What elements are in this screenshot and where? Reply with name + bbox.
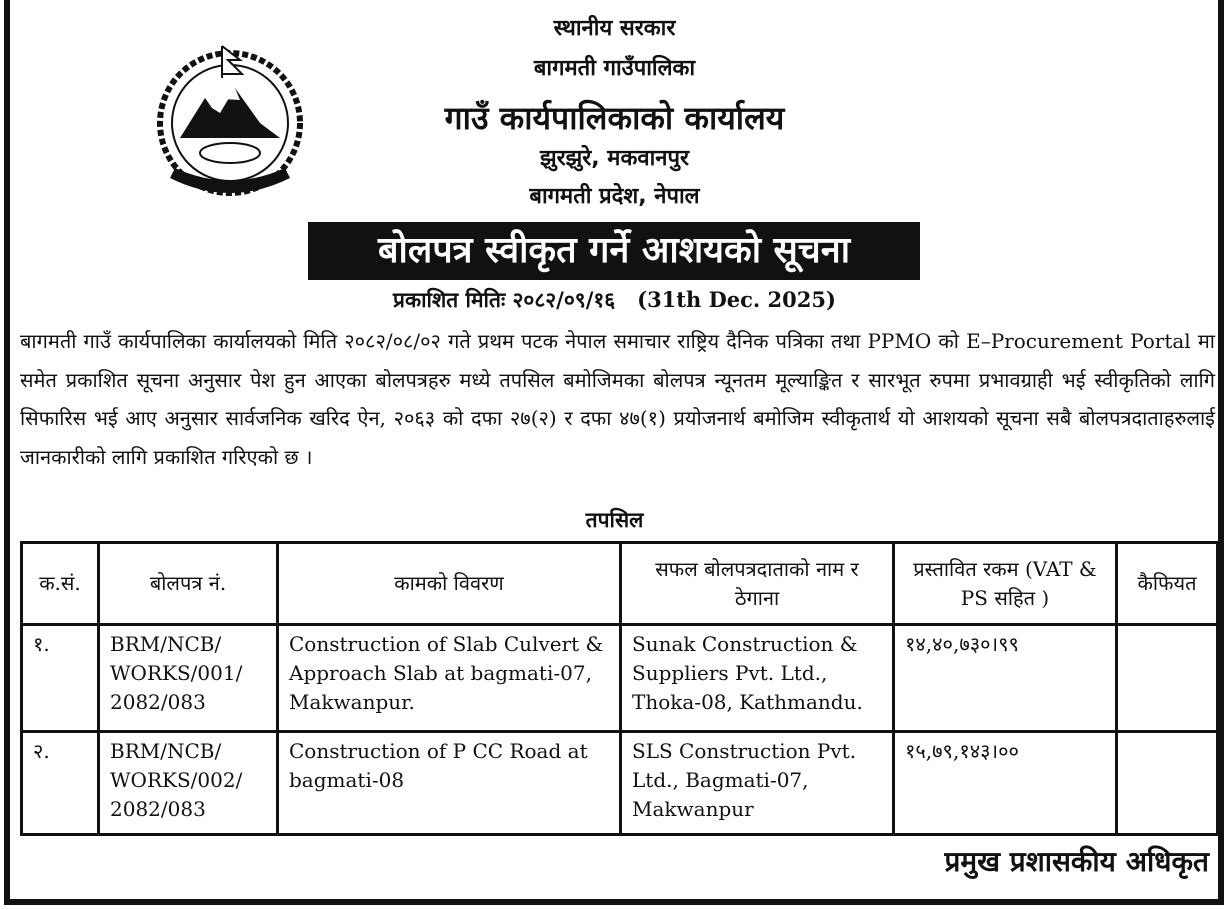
cell-description: Construction of Slab Culvert & Approach Slab at bagmati-07, Makwanpur. — [278, 625, 621, 732]
cell-remarks — [1117, 625, 1218, 732]
col-bidder: सफल बोलपत्रदाताको नाम र ठेगाना — [621, 543, 894, 625]
cell-description: Construction of P CC Road at bagmati-08 — [278, 732, 621, 835]
header-municipality: बागमती गाउँपालिका — [533, 56, 696, 81]
table-row — [22, 625, 1218, 732]
published-date: प्रकाशित मितिः २०८२/०९/१६ (31th Dec. 2025) — [393, 287, 836, 312]
cell-sn: २. — [22, 732, 99, 835]
cell-remarks — [1117, 732, 1218, 835]
cell-bidder: Sunak Construction & Suppliers Pvt. Ltd., Thoka-08, Kathmandu. — [621, 625, 894, 732]
award-table — [20, 541, 1219, 836]
col-bid-no: बोलपत्र नं. — [99, 543, 278, 625]
header-office: गाउँ कार्यपालिकाको कार्यालय — [444, 99, 785, 137]
header-address2: बागमती प्रदेश, नेपाल — [529, 184, 700, 209]
signature-title: प्रमुख प्रशासकीय अधिकृत — [944, 845, 1209, 878]
frame-border-bottom — [4, 899, 1224, 905]
header-line1: स्थानीय सरकार — [553, 16, 676, 41]
col-amount: प्रस्तावित रकम (VAT & PS सहित ) — [894, 543, 1117, 625]
header-address1: झुरझुरे, मकवानपुर — [540, 146, 689, 171]
cell-bid-no: BRM/NCB/ WORKS/002/ 2082/083 — [99, 732, 278, 835]
cell-bidder: SLS Construction Pvt. Ltd., Bagmati-07, Makwanpur — [621, 732, 894, 835]
notice-title: बोलपत्र स्वीकृत गर्ने आशयको सूचना — [308, 222, 920, 280]
cell-sn: १. — [22, 625, 99, 732]
notice-body: बागमती गाउँ कार्यपालिका कार्यालयको मिति २०८२/०८/०२ गते प्रथम पटक नेपाल समाचार राष्ट्रिय दैनिक पत्रिका तथा PPMO को E–Procurement Portal मा समेत प्रकाशित सूचना अनुसार पेश हुन आएका बोलपत्रहरु मध्ये तपसिल बमोजिमका बोलपत्र न्यूनतम मूल्याङ्कित र सारभूत रुपमा प्रभावग्राही भई स्वीकृतिको लागि सिफारिस भई आए अनुसार सार्वजनिक खरिद ऐन, २०६३ को दफा २७(२) र दफा ४७(१) प्रयोजनार्थ बमोजिम स्वीकृतार्थ यो आशयको सूचना सबै बोलपत्रदाताहरुलाई जानकारीको लागि प्रकाशित गरिएको छ । — [20, 329, 1215, 469]
table-row — [22, 732, 1218, 835]
cell-amount: १४,४०,७३०।९९ — [894, 625, 1117, 732]
table-header-row — [22, 543, 1218, 625]
col-remarks: कैफियत — [1117, 543, 1218, 625]
table-caption: तपसिल — [585, 508, 644, 532]
col-sn: क.सं. — [22, 543, 99, 625]
col-description: कामको विवरण — [278, 543, 621, 625]
cell-bid-no: BRM/NCB/ WORKS/001/ 2082/083 — [99, 625, 278, 732]
cell-amount: १५,७९,१४३।०० — [894, 732, 1117, 835]
